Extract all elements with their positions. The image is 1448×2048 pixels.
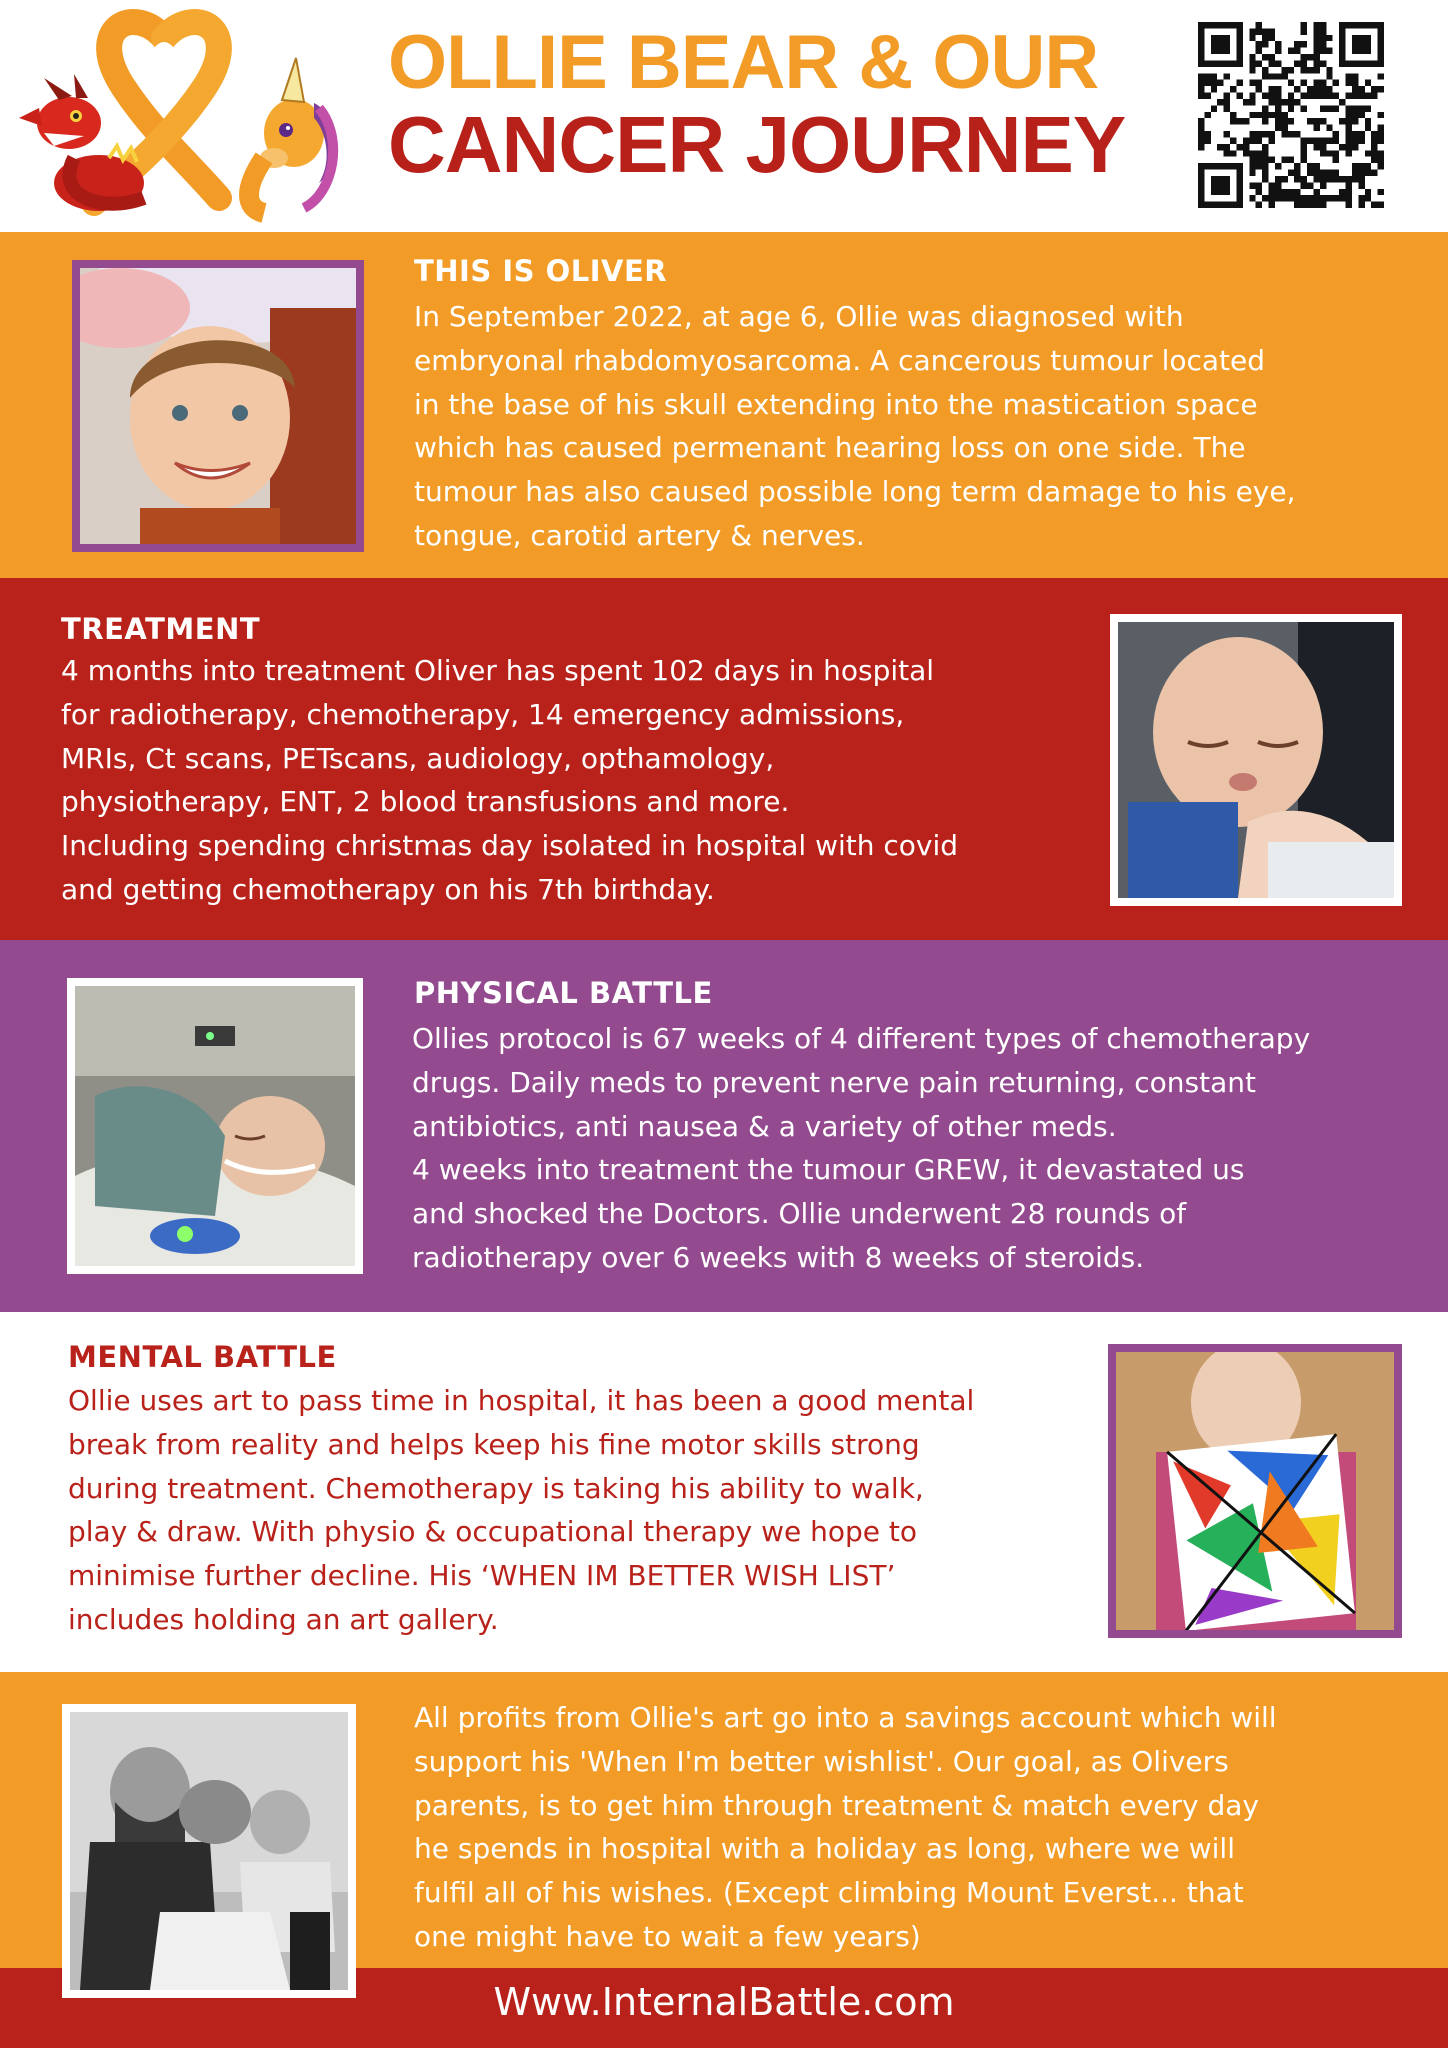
treatment-photo bbox=[1110, 614, 1402, 906]
title-line-1: OLLIE BEAR & OUR bbox=[388, 20, 1099, 105]
physical-photo bbox=[67, 978, 363, 1274]
ribbon-dragon-unicorn-icon bbox=[14, 8, 344, 223]
section-heading-physical: PHYSICAL BATTLE bbox=[414, 976, 713, 1010]
section-heading-oliver: THIS IS OLIVER bbox=[414, 254, 668, 288]
mental-photo bbox=[1108, 1344, 1402, 1638]
section-text-treatment: 4 months into treatment Oliver has spent 102 days in hospital for radiotherapy, chemotherapy, 14 emergency admissions, MRIs, Ct scans, PETscans, audiology, opthamology, physiotherapy, ENT, 2 blood transfusions and more. Including spending christmas day isolated in hospital with covid and getting chemotherapy on his 7th birthday. bbox=[61, 654, 959, 906]
title-line-2: CANCER JOURNEY bbox=[388, 100, 1126, 189]
family-photo bbox=[62, 1704, 356, 1998]
section-treatment bbox=[0, 578, 1448, 940]
website-link[interactable]: Www.InternalBattle.com bbox=[493, 1980, 955, 2024]
section-text-profits: All profits from Ollie's art go into a savings account which will support his 'When I'm better wishlist'. Our goal, as Olivers parents, is to get him through treatment & match every day he spends in hospital with a holiday as long, where we will fulfil all of his wishes. (Except climbing Mount Everst... that one might have to wait a few years) bbox=[414, 1701, 1277, 1953]
page-title bbox=[388, 20, 1126, 189]
section-text-oliver: In September 2022, at age 6, Ollie was diagnosed with embryonal rhabdomyosarcoma. A cancerous tumour located in the base of his skull extending into the mastication space which has caused permenant hearing loss on one side. The tumour has also caused possible long term damage to his eye, tongue, carotid artery & nerves. bbox=[414, 300, 1296, 552]
section-heading-treatment: TREATMENT bbox=[61, 612, 261, 646]
header bbox=[0, 0, 1448, 232]
section-text-mental: Ollie uses art to pass time in hospital, it has been a good mental break from reality and helps keep his fine motor skills strong during treatment. Chemotherapy is taking his ability to walk, play & draw. With physio & occupational therapy we hope to minimise further decline. His ‘WHEN IM BETTER WISH LIST’ includes holding an art gallery. bbox=[68, 1384, 975, 1636]
section-physical-battle bbox=[0, 940, 1448, 1312]
qr-code-icon[interactable] bbox=[1198, 22, 1384, 208]
oliver-photo bbox=[72, 260, 364, 552]
section-profits bbox=[0, 1672, 1448, 1968]
section-mental-battle bbox=[0, 1312, 1448, 1672]
section-heading-mental: MENTAL BATTLE bbox=[68, 1340, 337, 1374]
section-this-is-oliver bbox=[0, 232, 1448, 578]
section-text-physical: Ollies protocol is 67 weeks of 4 different types of chemotherapy drugs. Daily meds to prevent nerve pain returning, constant antibiotics, anti nausea & a variety of other meds. 4 weeks into treatment the tumour GREW, it devastated us and shocked the Doctors. Ollie underwent 28 rounds of radiotherapy over 6 weeks with 8 weeks of steroids. bbox=[412, 1022, 1311, 1274]
